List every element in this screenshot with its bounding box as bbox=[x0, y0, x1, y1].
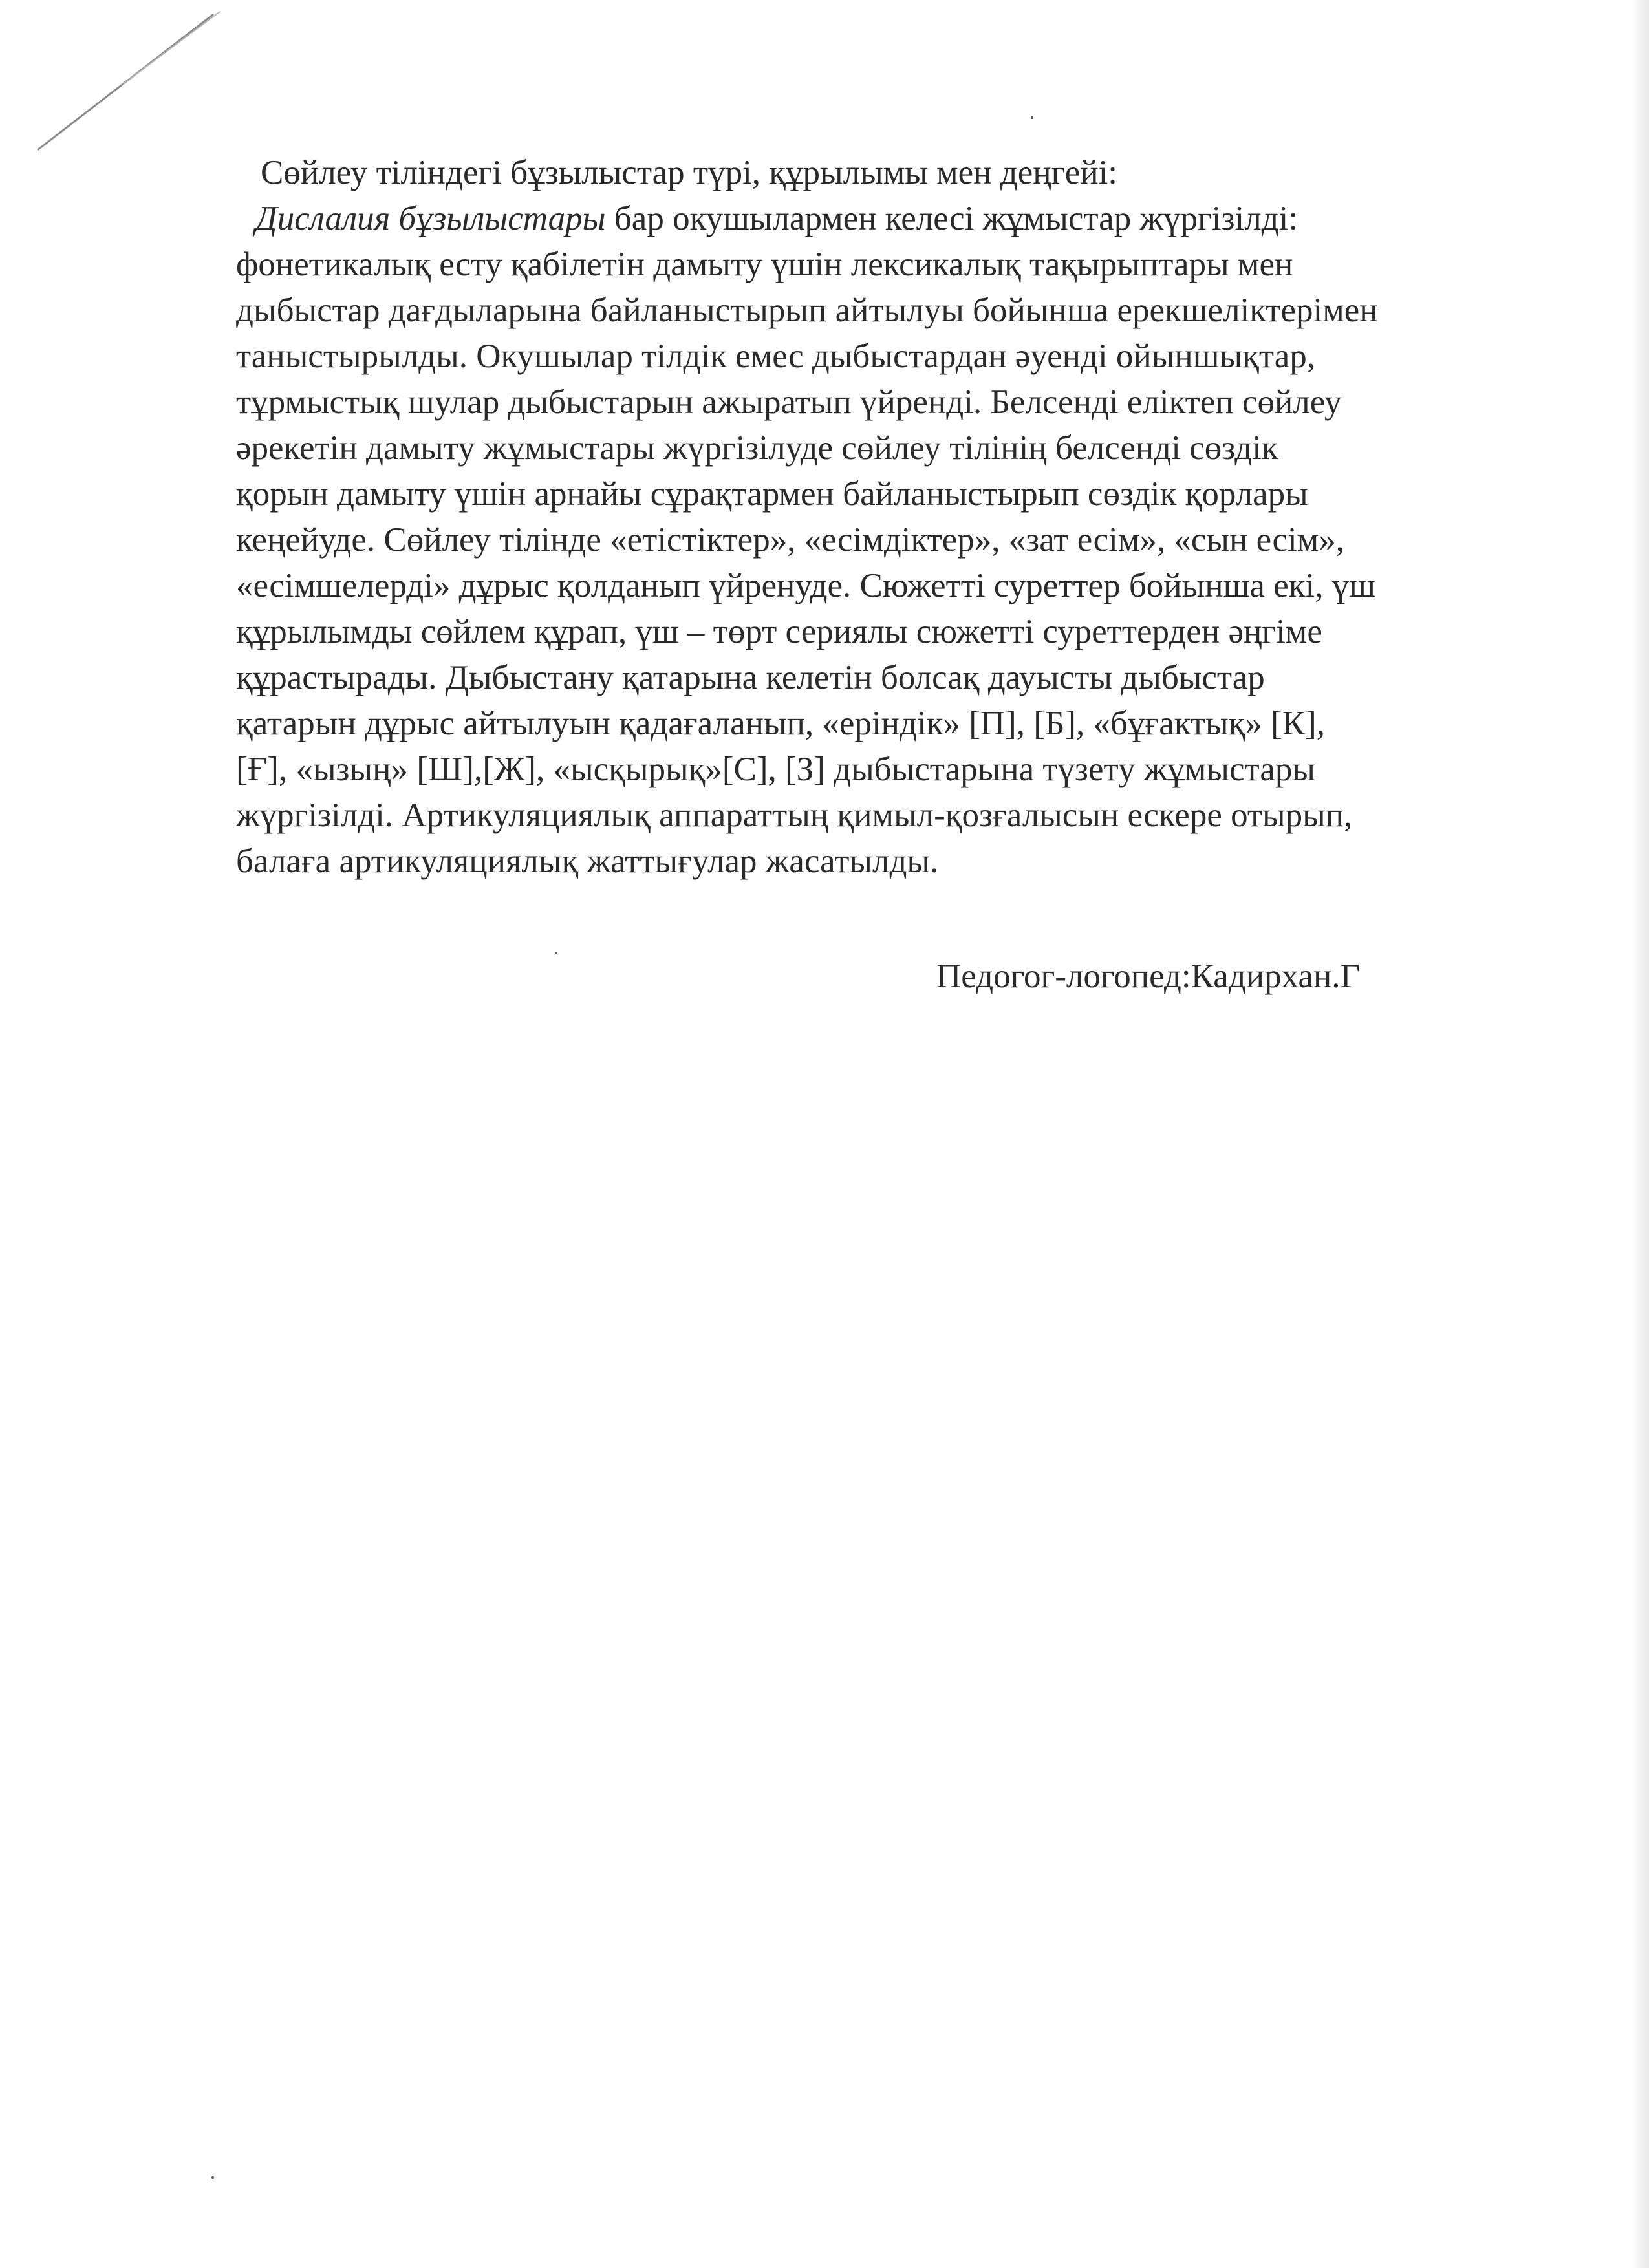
paragraph-first-line bbox=[236, 196, 1503, 242]
paragraph-line: фонетикалық есту қабілетін дамыту үшін лексикалық тақырыптары мен bbox=[236, 246, 1293, 283]
paragraph-line: жүргізілді. Артикуляциялық аппараттың қимыл-қозғалысын ескере отырып, bbox=[236, 797, 1353, 834]
scan-speck bbox=[555, 952, 557, 954]
paragraph-line: [Ғ], «ызың» [Ш],[Ж], «ысқырық»[С], [З] дыбыстарына түзету жұмыстары bbox=[236, 751, 1315, 788]
scan-page-edge bbox=[1632, 0, 1649, 2268]
paragraph-line: қатарын дұрыс айтылуын қадағаланып, «еріндік» [П], [Б], «бұғактық» [К], bbox=[236, 705, 1325, 742]
signature-line: Педогог-логопед:Кадирхан.Г bbox=[936, 957, 1361, 995]
document-heading: Сөйлеу тіліндегі бұзылыстар түрі, құрылымы мен деңгейі: bbox=[261, 154, 1118, 191]
italic-term: Дислалия бұзылыстары bbox=[255, 200, 606, 237]
paragraph-line: тұрмыстық шулар дыбыстарын ажыратып үйренді. Белсенді еліктеп сөйлеу bbox=[236, 383, 1342, 421]
scan-speck bbox=[211, 2176, 214, 2179]
paragraph-line: қорын дамыту үшін арнайы сұрақтармен байланыстырып сөздік қорлары bbox=[236, 475, 1308, 513]
scan-corner-mark bbox=[26, 6, 233, 155]
paragraph-line: таныстырылды. Окушылар тілдік емес дыбыстардан әуенді ойыншықтар, bbox=[236, 337, 1316, 375]
scan-speck bbox=[1031, 116, 1033, 119]
paragraph-line: дыбыстар дағдыларына байланыстырып айтылуы бойынша ерекшеліктерімен bbox=[236, 292, 1378, 329]
document-body bbox=[236, 150, 1503, 884]
paragraph-line: әрекетін дамыту жұмыстары жүргізілуде сөйлеу тілінің белсенді сөздік bbox=[236, 429, 1278, 467]
paragraph-line: құрылымды сөйлем құрап, үш – төрт сериялы сюжетті суреттерден әңгіме bbox=[236, 613, 1322, 650]
paragraph-line: «есімшелерді» дұрыс қолданып үйренуде. Сюжетті суреттер бойынша екі, үш bbox=[236, 567, 1376, 604]
paragraph-line: құрастырады. Дыбыстану қатарына келетін болсақ дауысты дыбыстар bbox=[236, 659, 1265, 696]
paragraph-line: кеңейуде. Сөйлеу тілінде «етістіктер», «есімдіктер», «зат есім», «сын есім», bbox=[236, 521, 1345, 559]
first-line-text: бар окушылармен келесі жұмыстар жүргізілді: bbox=[605, 200, 1299, 237]
paragraph-line: балаға артикуляциялық жаттығулар жасатылды. bbox=[236, 842, 939, 880]
